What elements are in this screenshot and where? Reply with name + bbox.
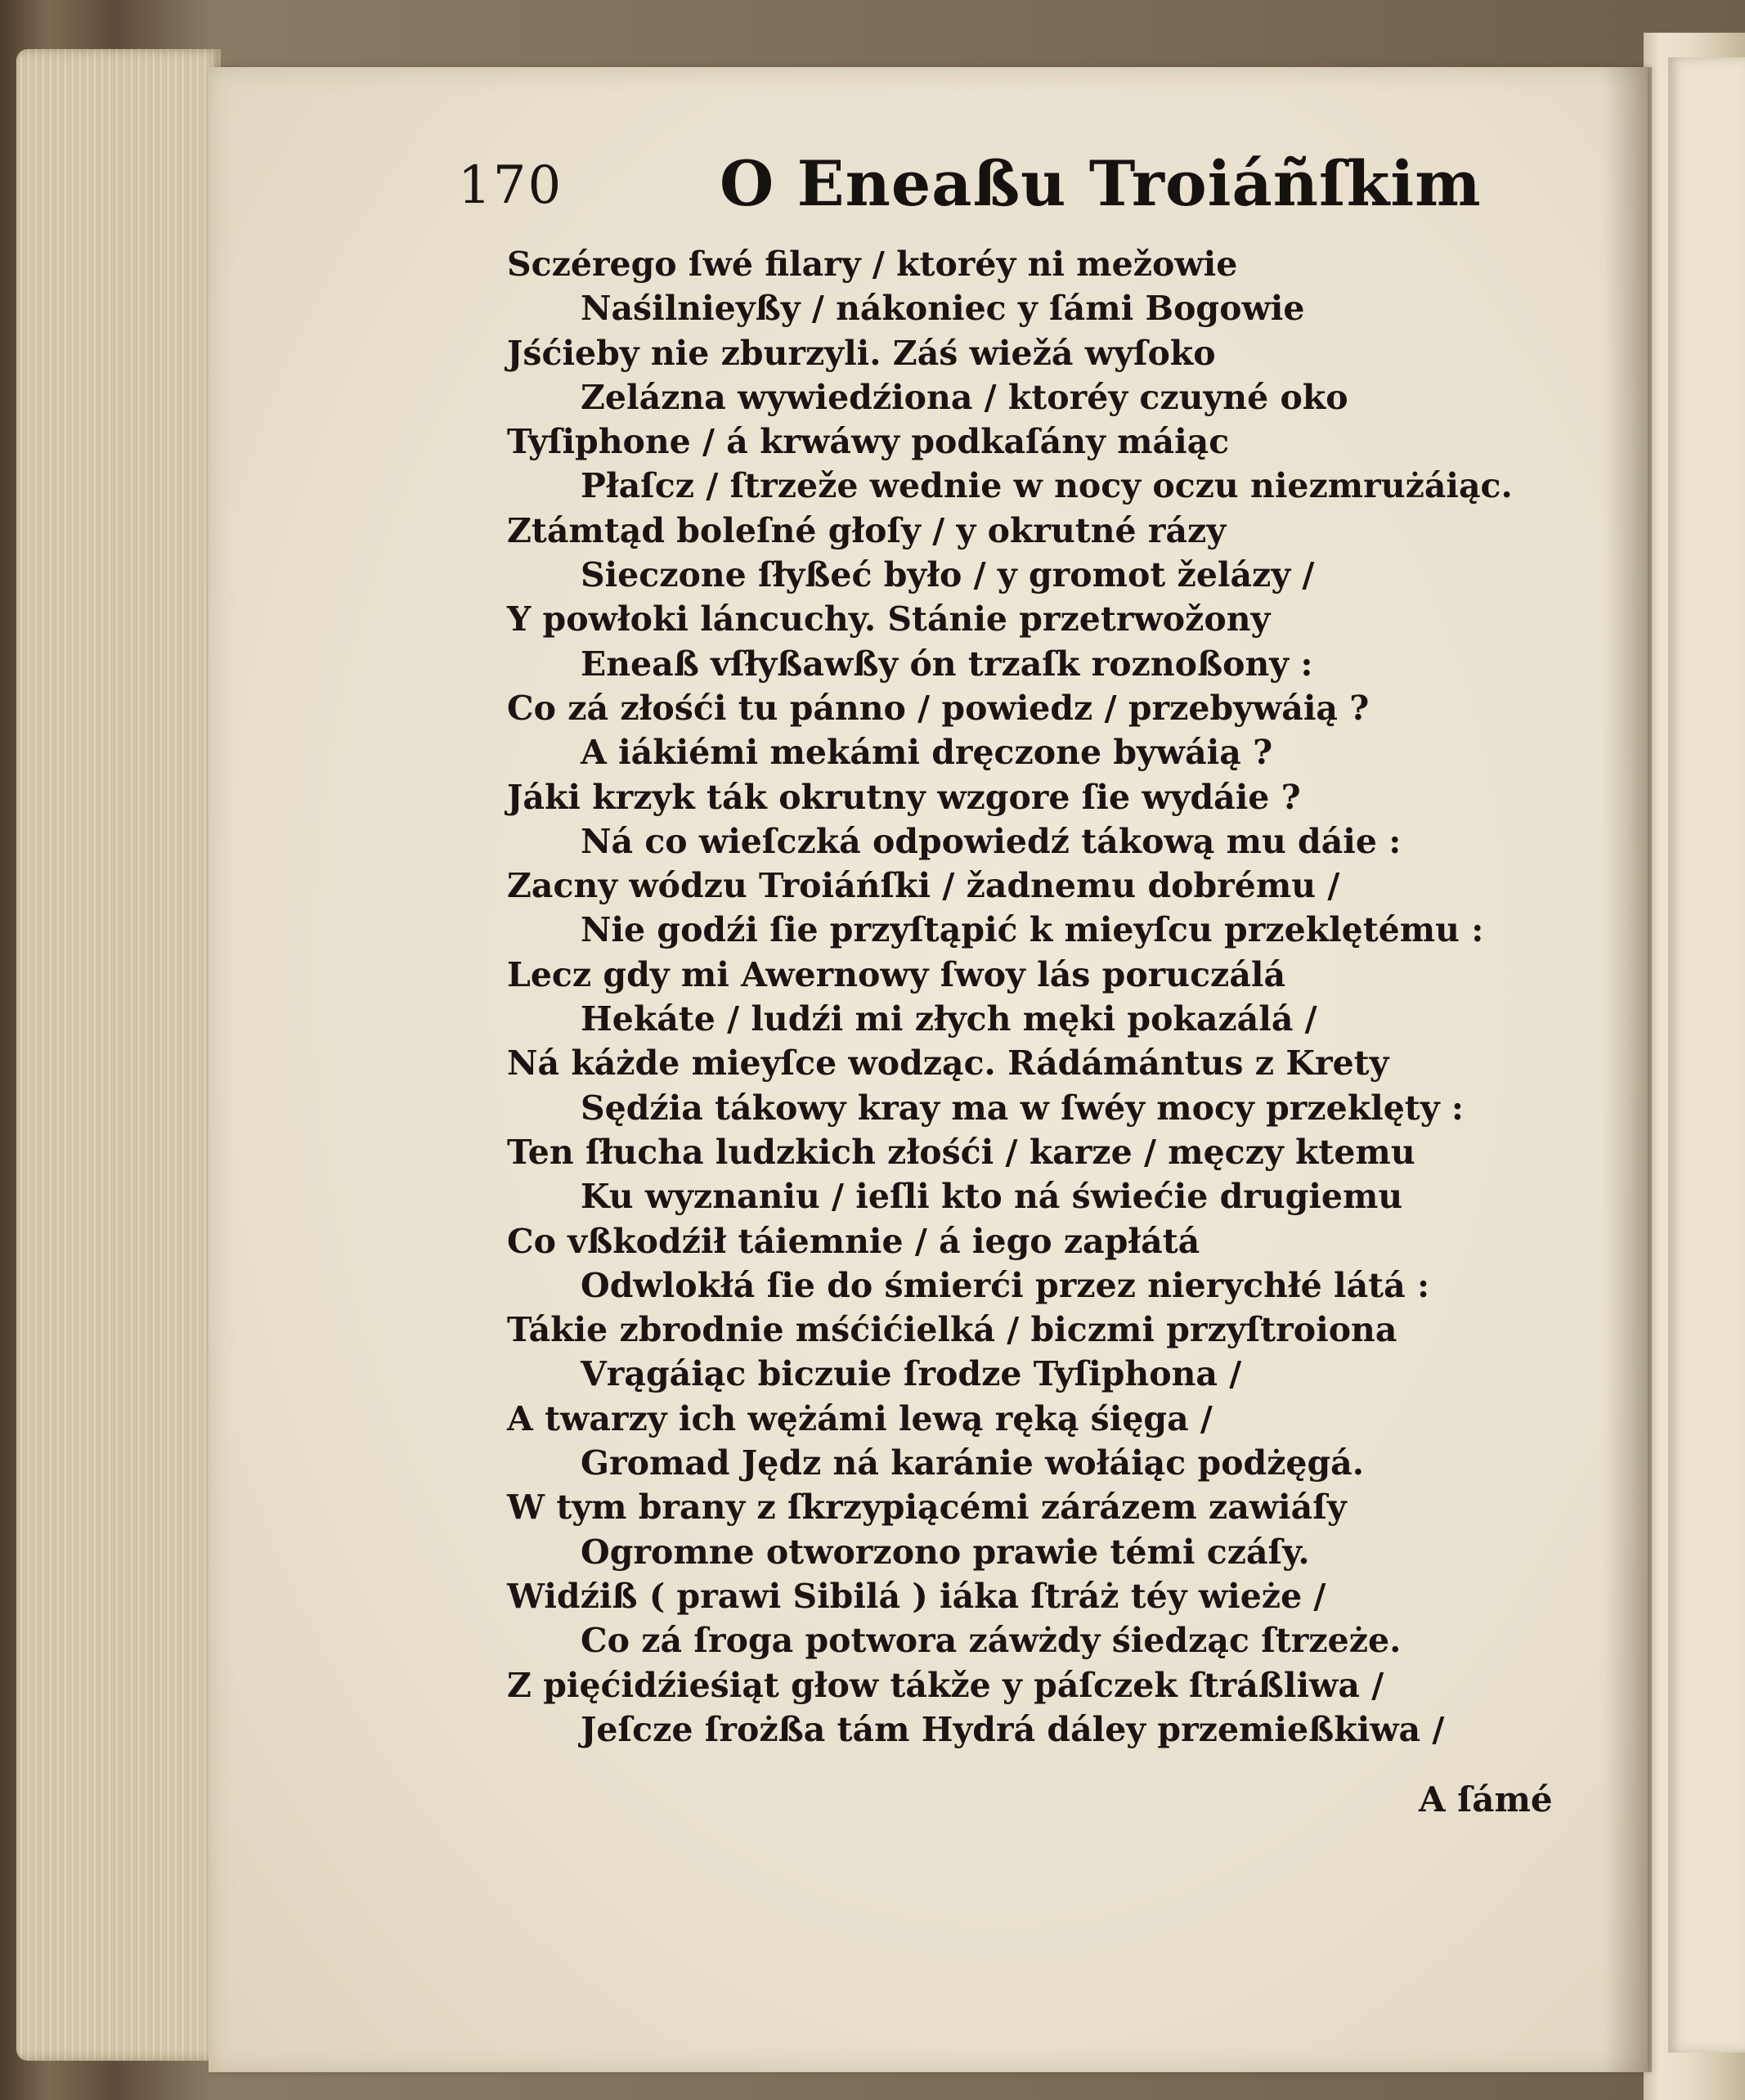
verse-line: Hekáte / ludźi mi złych męki pokazálá / [581,999,1317,1039]
page-number: 170 [458,155,563,216]
verse-line: Tákie zbrodnie mśćićielká / biczmi przyſtroiona [507,1310,1397,1350]
catchword: A ſámé [1419,1779,1553,1820]
verse-line: Ten ſłucha ludzkich złośći / karze / męczy ktemu [507,1132,1415,1172]
verse-line: Tyſiphone / á krwáwy podkaſány máiąc [507,422,1230,462]
verse-line: W tym brany z ſkrzypiącémi zárázem zawiáſy [507,1488,1347,1528]
verse-line: Zelázna wywiedźiona / ktoréy czuyné oko [581,377,1348,417]
verse-line: Eneaß vſłyßawßy ón trzaſk roznoßony : [581,644,1313,684]
verse-line: Naśilnieyßy / nákoniec y ſámi Bogowie [581,289,1305,329]
verse-line: A iákiémi mekámi dręczone bywáią ? [581,733,1273,773]
verse-line: Widźiß ( prawi Sibilá ) iáka ſtráż téy wieże / [507,1576,1326,1616]
verse-line: Co vßkodźił táiemnie / á iego zapłátá [507,1221,1200,1261]
verse-line: Y powłoki láncuchy. Stánie przetrwožony [507,599,1271,639]
verse-line: Lecz gdy mi Awernowy ſwoy lás poruczálá [507,954,1286,994]
verse-line: Ogromne otworzono prawie témi czáſy. [581,1532,1310,1572]
verse-line: Gromad Jędz ná karánie wołáiąc podżęgá. [581,1443,1365,1483]
verse-line: Z pięćidźieśiąt głow tákže y páſczek ſtráßliwa / [507,1665,1384,1705]
verse-line: Nie godźi ſie przyſtąpić k mieyſcu przeklętému : [581,910,1484,950]
verse-line: Ná káżde mieyſce wodząc. Rádámántus z Krety [507,1043,1389,1084]
verse-line: Jeſcze ſrożßa tám Hydrá dáley przemießkiwa / [581,1709,1445,1749]
verse-line: Ná co wieſczká odpowiedź tákową mu dáie : [581,821,1402,861]
verse-line: Ztámtąd boleſné głoſy / y okrutné rázy [507,510,1227,550]
verse-line: Jáki krzyk ták okrutny wzgore ſie wydáie ? [507,777,1301,817]
verse-line: Co zá złośći tu pánno / powiedz / przebywáią ? [507,688,1370,728]
verse-line: Sieczone ſłyßeć było / y gromot želázy / [581,555,1315,595]
gutter-shadow [1603,67,1652,2072]
verse-block [507,242,1513,1752]
verse-line: Odwlokłá ſie do śmierći przez nierychłé látá : [581,1265,1430,1305]
running-head: O Eneaßu Troiáñſkim [720,147,1482,220]
verse-line: Ku wyznaniu / ieſli kto ná świećie drugiemu [581,1177,1403,1217]
verse-line: Sędźia tákowy kray ma w ſwéy mocy przeklęty : [581,1088,1464,1128]
book-page-edges [16,49,221,2061]
verse-line: Co zá ſroga potwora záwżdy śiedząc ſtrzeże. [581,1621,1402,1661]
verse-line: Sczérego ſwé filary / ktoréy ni mežowie [507,245,1238,284]
verse-line: Płaſcz / ſtrzeže wednie w nocy oczu niezmrużáiąc. [581,466,1513,506]
verse-line: Vrągáiąc biczuie ſrodze Tyſiphona / [581,1354,1242,1394]
verse-line: Jśćieby nie zburzyli. Záś wiežá wyſoko [507,333,1216,373]
facing-page [1668,57,1745,2053]
verse-line: A twarzy ich wężámi lewą ręką śięga / [507,1398,1213,1438]
verse-line: Zacny wódzu Troiáńſki / žadnemu dobrému / [507,866,1340,906]
